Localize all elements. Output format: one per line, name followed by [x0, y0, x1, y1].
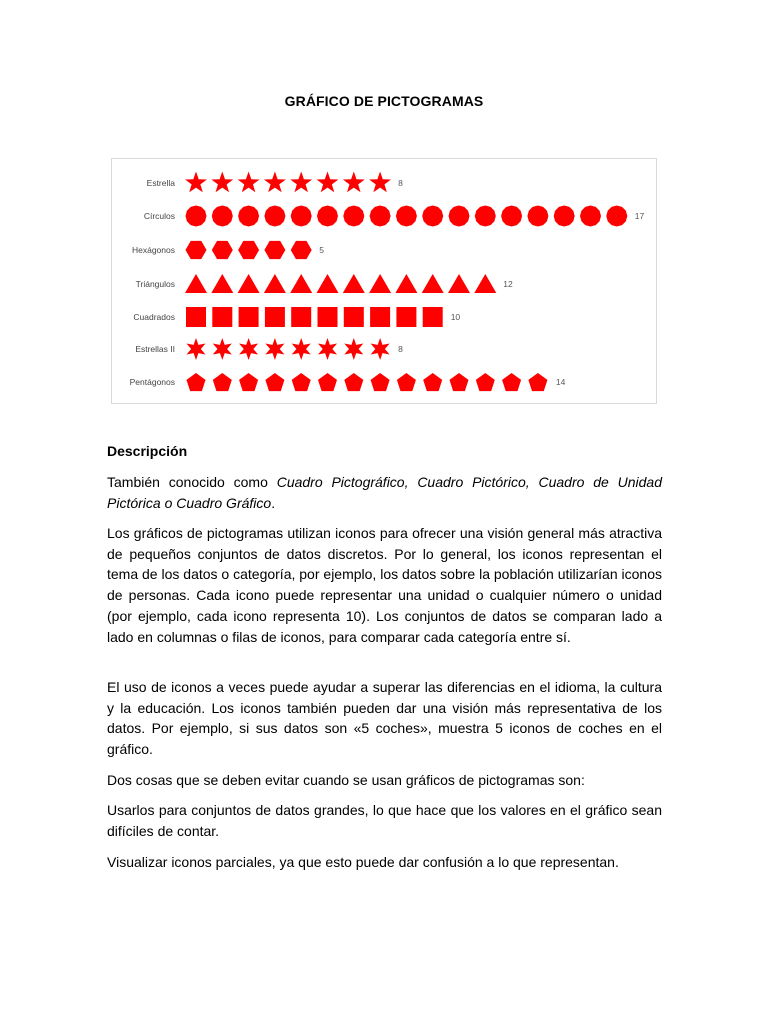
- circle-icon: [580, 206, 601, 227]
- value-label: 17: [634, 211, 645, 221]
- triangle-icon: [238, 274, 260, 293]
- paragraph-benefits-text: El uso de iconos a veces puede ayudar a superar las diferencias en el idioma, la cultura y la educación. Los iconos también pueden dar una visión más representativa de los datos. Por ejemplo, si sus datos son «5 coches», muestra 5 iconos de coches en el gráfico.: [107, 679, 662, 758]
- circle-icon: [238, 206, 259, 227]
- pentagon-icon: [318, 373, 337, 391]
- star-icon: [264, 172, 286, 193]
- triangle-icon: [343, 274, 365, 293]
- star-six-point-icon: [318, 338, 337, 360]
- circle-icon: [527, 206, 548, 227]
- section-heading: Descripción: [107, 443, 188, 459]
- paragraph-usage-text: Los gráficos de pictogramas utilizan iconos para ofrecer una visión general más atractiva de pequeños conjuntos de datos discretos. Por lo general, los iconos representan el tema de los datos o categoría, por ejemplo, los datos sobre la población utilizarían iconos de personas. Cada icono puede representar una unidad o cualquier número o unidad (por ejemplo, cada icono representa 10). Los conjuntos de datos se comparan lado a lado en columnas o filas de iconos, para comparar cada categoría entre sí.: [107, 525, 662, 645]
- circle-icon: [370, 206, 391, 227]
- paragraph-partial-icons: [107, 852, 662, 873]
- hexagon-icon: [238, 241, 259, 259]
- star-six-point-icon: [239, 338, 258, 360]
- square-icon: [370, 307, 390, 327]
- value-label: 14: [555, 377, 566, 387]
- pentagon-icon: [502, 373, 521, 391]
- triangle-icon: [317, 274, 339, 293]
- value-label: 8: [398, 344, 403, 354]
- square-icon: [239, 307, 259, 327]
- circle-icon: [186, 206, 207, 227]
- category-label: Estrella: [146, 178, 175, 188]
- square-icon: [396, 307, 416, 327]
- triangle-icon: [185, 274, 207, 293]
- circle-icon: [212, 206, 233, 227]
- star-six-point-icon: [292, 338, 311, 360]
- circle-icon: [554, 206, 575, 227]
- paragraph-intro-end: .: [271, 494, 276, 511]
- paragraph-partial-icons-text: Visualizar iconos parciales, ya que esto puede dar confusión a lo que representan.: [107, 854, 619, 870]
- circle-icon: [606, 206, 627, 227]
- square-icon: [291, 307, 311, 327]
- circle-icon: [475, 206, 496, 227]
- pictogram-row: [186, 373, 547, 391]
- value-label: 12: [503, 279, 513, 289]
- hexagon-icon: [186, 241, 207, 259]
- pentagon-icon: [449, 373, 468, 391]
- triangle-icon: [264, 274, 286, 293]
- paragraph-large-sets-text: Usarlos para conjuntos de datos grandes, lo que hace que los valores en el gráfico sean difíciles de contar.: [107, 802, 662, 839]
- category-label: Estrellas II: [135, 344, 175, 354]
- pentagon-icon: [186, 373, 205, 391]
- star-icon: [343, 172, 365, 193]
- paragraph-avoid-text: Dos cosas que se deben evitar cuando se usan gráficos de pictogramas son:: [107, 772, 585, 788]
- circle-icon: [291, 206, 312, 227]
- paragraph-usage: [107, 523, 662, 647]
- star-icon: [185, 172, 207, 193]
- category-label: Triángulos: [135, 279, 175, 289]
- circle-icon: [343, 206, 364, 227]
- pictogram-row: [185, 274, 496, 293]
- pictogram-chart: [111, 158, 657, 404]
- pentagon-icon: [344, 373, 363, 391]
- paragraph-large-sets: [107, 800, 662, 841]
- category-label: Cuadrados: [133, 312, 175, 322]
- star-icon: [238, 172, 260, 193]
- circle-icon: [449, 206, 470, 227]
- square-icon: [344, 307, 364, 327]
- triangle-icon: [422, 274, 444, 293]
- pictogram-row: [186, 338, 389, 360]
- circle-icon: [422, 206, 443, 227]
- triangle-icon: [369, 274, 391, 293]
- paragraph-intro: [107, 472, 662, 513]
- pictogram-row: [185, 172, 391, 193]
- circle-icon: [501, 206, 522, 227]
- triangle-icon: [474, 274, 496, 293]
- pentagon-icon: [423, 373, 442, 391]
- star-six-point-icon: [265, 338, 284, 360]
- pentagon-icon: [239, 373, 258, 391]
- page-title: GRÁFICO DE PICTOGRAMAS: [284, 93, 484, 109]
- hexagon-icon: [212, 241, 233, 259]
- hexagon-icon: [291, 241, 312, 259]
- category-label: Hexágonos: [131, 245, 175, 255]
- square-icon: [212, 307, 232, 327]
- star-six-point-icon: [344, 338, 363, 360]
- category-label: Círculos: [143, 211, 175, 221]
- circle-icon: [264, 206, 285, 227]
- pentagon-icon: [371, 373, 390, 391]
- star-icon: [290, 172, 312, 193]
- paragraph-avoid: [107, 770, 662, 791]
- pictogram-chart-svg: [112, 159, 656, 403]
- pictogram-row: [186, 206, 628, 227]
- pentagon-icon: [476, 373, 495, 391]
- pentagon-icon: [528, 373, 547, 391]
- paragraph-benefits: [107, 677, 662, 760]
- category-label: Pentágonos: [129, 377, 175, 387]
- value-label: 10: [450, 312, 461, 322]
- hexagon-icon: [264, 241, 285, 259]
- triangle-icon: [448, 274, 470, 293]
- square-icon: [318, 307, 338, 327]
- value-label: 8: [398, 178, 403, 188]
- pictogram-row: [186, 241, 312, 259]
- triangle-icon: [211, 274, 233, 293]
- pentagon-icon: [265, 373, 284, 391]
- star-icon: [317, 172, 339, 193]
- star-icon: [211, 172, 233, 193]
- circle-icon: [317, 206, 338, 227]
- pictogram-row: [186, 307, 443, 327]
- star-six-point-icon: [186, 338, 205, 360]
- star-icon: [369, 172, 391, 193]
- square-icon: [265, 307, 285, 327]
- star-six-point-icon: [371, 338, 390, 360]
- square-icon: [186, 307, 206, 327]
- square-icon: [423, 307, 443, 327]
- pentagon-icon: [292, 373, 311, 391]
- value-label: 5: [319, 245, 324, 255]
- star-six-point-icon: [213, 338, 232, 360]
- circle-icon: [396, 206, 417, 227]
- pentagon-icon: [213, 373, 232, 391]
- triangle-icon: [290, 274, 312, 293]
- paragraph-intro-start: También conocido como: [107, 474, 277, 490]
- triangle-icon: [395, 274, 417, 293]
- alternate-names: Cuadro Pictográfico, Cuadro Pictórico, Cuadro de Unidad Pictórica o Cuadro Gráfico: [107, 474, 662, 511]
- pentagon-icon: [397, 373, 416, 391]
